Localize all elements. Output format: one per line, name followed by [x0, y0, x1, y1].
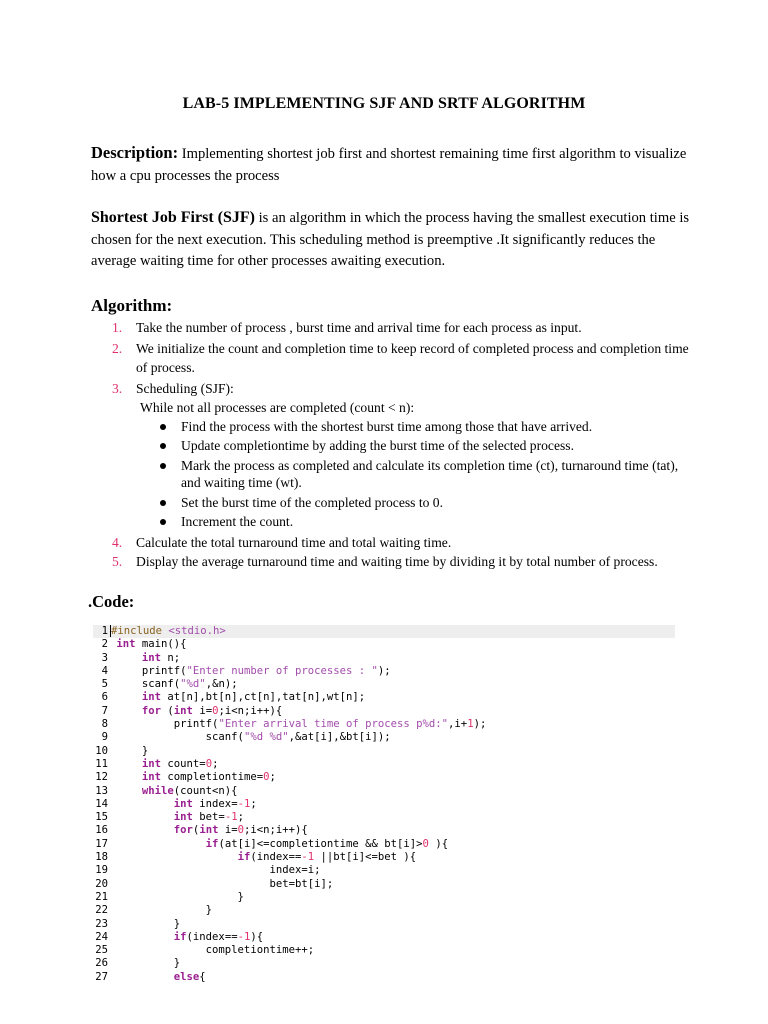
code-line: 14 int index=-1; — [95, 797, 257, 810]
code-line: 8 printf("Enter arrival time of process p%d:",i+1); — [101, 718, 487, 731]
code-line: 4 printf("Enter number of processes : "); — [101, 664, 391, 677]
code-line: 23 } — [95, 917, 181, 930]
code-line: 2 int main(){ — [101, 638, 187, 651]
code-line: 24 if(index==-1){ — [95, 930, 264, 943]
bullet-dot-icon — [160, 424, 166, 430]
algorithm-step — [112, 339, 692, 378]
code-line: 21 } — [95, 890, 244, 903]
algorithm-step — [112, 379, 692, 531]
algorithm-heading: Algorithm: — [91, 296, 173, 315]
step-text: Take the number of process , burst time and arrival time for each process as input. — [136, 320, 582, 335]
code-line: 6 int at[n],bt[n],ct[n],tat[n],wt[n]; — [101, 691, 366, 704]
sjf-paragraph — [91, 207, 691, 273]
code-line: 19 index=i; — [95, 864, 321, 877]
code-line: 5 scanf("%d",&n); — [101, 678, 238, 691]
code-line: 22 } — [95, 904, 213, 917]
while-line: While not all processes are completed (count < n): — [140, 400, 415, 415]
code-heading: .Code: — [88, 592, 135, 611]
step-text: Calculate the total turnaround time and total waiting time. — [136, 534, 452, 550]
description-paragraph — [91, 142, 691, 187]
code-line: 11 int count=0; — [95, 757, 219, 770]
step-text: We initialize the count and completion time to keep record of completed process and completion time of process. — [136, 340, 689, 375]
code-line: 1 #include <stdio.h> — [93, 625, 675, 638]
algorithm-step — [112, 533, 692, 553]
step-number: 3. — [112, 380, 123, 396]
sjf-text: is an algorithm in which the process having the smallest execution time is chosen for the next execution. This scheduling method is preemptive .It significantly reduces the average waiting time for other processes awaiting execution. — [91, 210, 690, 269]
bullet-dot-icon — [160, 443, 166, 449]
bullet-item: Mark the process as completed and calculate its completion time (ct), turnaround time (tat), and waiting time (wt). — [136, 457, 692, 492]
code-line: 18 if(index==-1 ||bt[i]<=bet ){ — [95, 851, 417, 864]
step-number: 2. — [112, 340, 123, 356]
code-line: 26 } — [95, 957, 181, 970]
sjf-label: Shortest Job First (SJF) — [91, 209, 255, 226]
bullet-item: Increment the count. — [136, 513, 692, 531]
code-line: 15 int bet=-1; — [95, 811, 244, 824]
bullet-dot-icon — [160, 500, 166, 506]
code-line: 3 int n; — [101, 651, 181, 664]
bullet-item: Find the process with the shortest burst time among those that have arrived. — [136, 418, 692, 436]
code-line: 7 for (int i=0;i<n;i++){ — [101, 704, 283, 717]
description-label: Description: — [91, 143, 179, 162]
code-line: 27 else{ — [95, 970, 206, 983]
code-listing — [93, 625, 675, 984]
step-number: 5. — [112, 554, 123, 569]
bullet-item: Set the burst time of the completed process to 0. — [136, 494, 692, 512]
code-line: 10 } — [95, 744, 149, 757]
scheduling-bullets — [136, 418, 692, 531]
algorithm-steps — [112, 318, 692, 572]
bullet-dot-icon — [160, 463, 166, 469]
step-text: Scheduling (SJF): — [136, 380, 234, 396]
code-line: 12 int completiontime=0; — [95, 771, 276, 784]
step-text: Display the average turnaround time and waiting time by dividing it by total number of process. — [136, 554, 658, 569]
code-line: 20 bet=bt[i]; — [95, 877, 334, 890]
bullet-dot-icon — [160, 519, 166, 525]
code-line: 17 if(at[i]<=completiontime && bt[i]>0 ){ — [95, 837, 449, 850]
bullet-item: Update completiontime by adding the burst time of the selected process. — [136, 437, 692, 455]
description-text: Implementing shortest job first and shortest remaining time first algorithm to visualize how a cpu processes the process — [91, 146, 687, 184]
step-number: 1. — [112, 320, 123, 335]
algorithm-step — [112, 318, 692, 338]
code-line: 13 while(count<n){ — [95, 784, 238, 797]
step-number: 4. — [112, 534, 123, 550]
algorithm-step — [112, 552, 692, 572]
code-line: 16 for(int i=0;i<n;i++){ — [95, 824, 308, 837]
page-title: LAB-5 IMPLEMENTING SJF AND SRTF ALGORITHM — [182, 95, 586, 112]
code-line: 9 scanf("%d %d",&at[i],&bt[i]); — [101, 731, 391, 744]
code-line: 25 completiontime++; — [95, 944, 315, 957]
